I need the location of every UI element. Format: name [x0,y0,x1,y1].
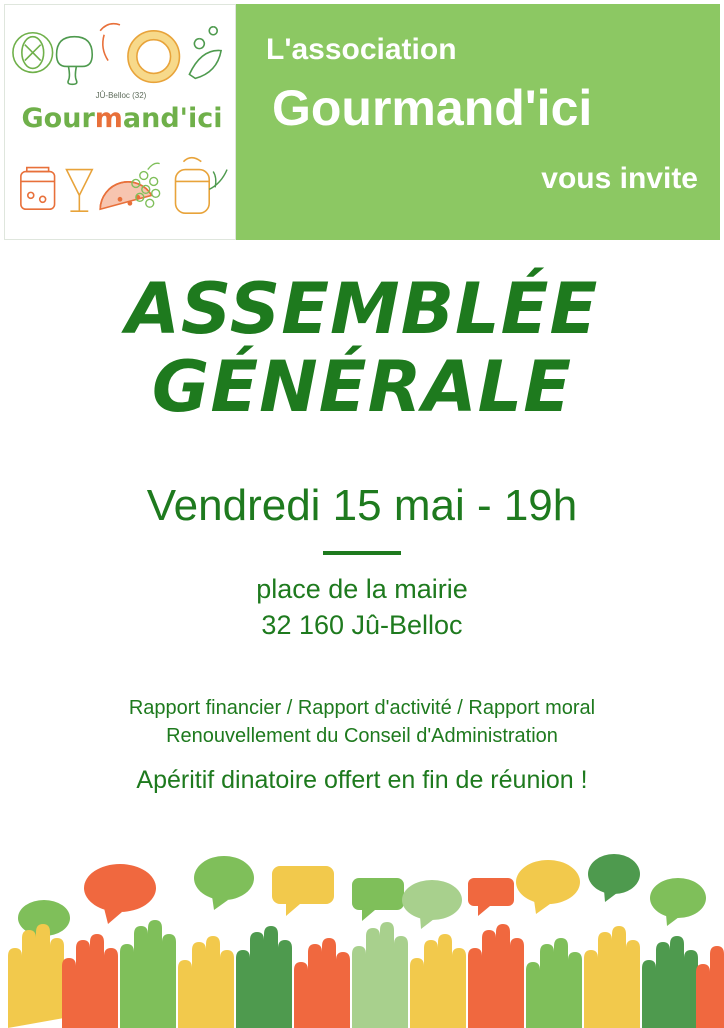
agenda-line-1: Rapport financier / Rapport d'activité / Rapport moral [128,696,596,719]
event-location-line-2: 32 160 Jû-Belloc [261,610,463,641]
logo-wordmark-accent: m [94,103,123,134]
association-label: L'association [266,33,457,66]
agenda-line-2: Renouvellement du Conseil d'Administration [166,725,558,748]
logo-wordmark [17,103,227,134]
association-logo [4,4,236,240]
logo-wordmark-post: and'ici [122,103,223,134]
logo-wordmark-pre: Gour [21,103,95,134]
event-location-line-1: place de la mairie [256,573,468,604]
page-title-line-1: ASSEMBLÉE [125,268,599,350]
event-date: Vendredi 15 mai - 19h [146,480,578,530]
event-location [0,571,724,644]
invitation-label: vous invite [541,161,698,195]
header-text-block [236,4,720,240]
poster-header [4,4,720,240]
logo-sublabel: JÛ-Belloc (32) [95,91,147,100]
raised-hands-icon [0,838,724,1028]
divider [323,551,401,555]
agenda-block [0,694,724,796]
agenda-highlight: Apéritif dinatoire offert en fin de réunion ! [136,766,588,795]
page-title-line-2: GÉNÉRALE [151,346,573,429]
association-name: Gourmand'ici [272,80,593,136]
page-title [0,270,724,427]
